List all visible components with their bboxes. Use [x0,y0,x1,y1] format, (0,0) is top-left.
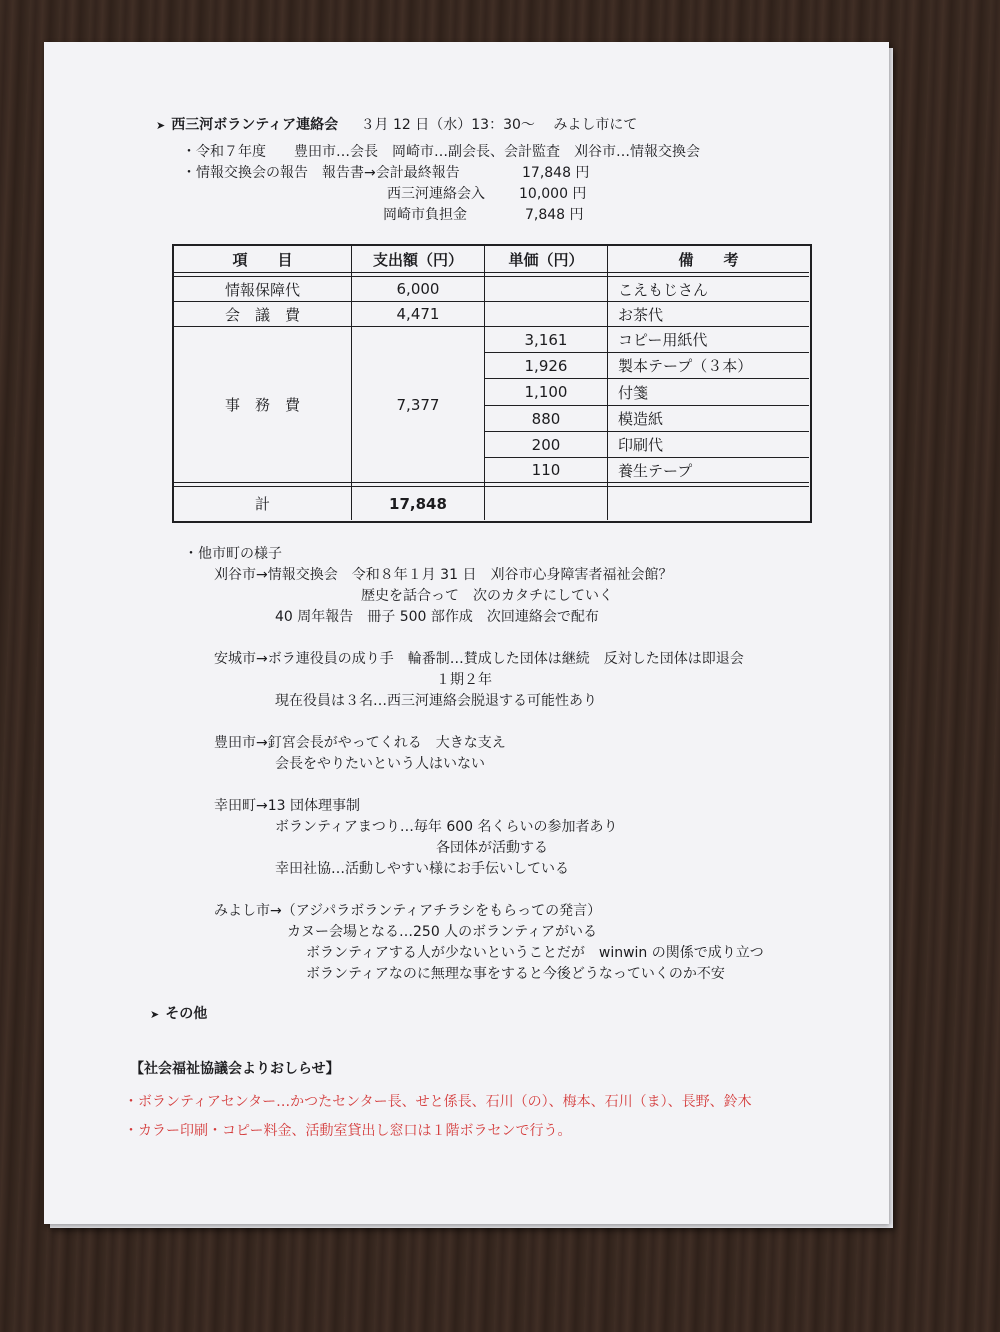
others-line: 各団体が活動する [436,840,548,856]
header-item: 項 目 [232,250,293,269]
row-amount: 6,000 [396,280,440,298]
others-line: ボランティアする人が少ないということだが winwin の関係で成り立つ [306,945,764,961]
unit-price: 1,100 [524,383,568,401]
others-line: 40 周年報告 冊子 500 部作成 次回連絡会で配布 [275,609,599,625]
row-note: お茶代 [618,305,664,324]
others-line: みよし市→（アジパラボランティアチラシをもらっての発言） [214,903,602,919]
others-line: 現在役員は３名…西三河連絡会脱退する可能性あり [275,693,597,709]
row-amount: 4,471 [396,305,440,323]
others-line: ボランティアまつり…毎年 600 名くらいの参加者あり [275,819,618,835]
others-heading: ・他市町の様子 [184,546,282,562]
unit-note: 製本テープ（３本） [618,357,753,375]
others-line: ボランティアなのに無理な事をすると今後どうなっていくのか不安 [306,966,725,982]
meeting-datetime: ３月 12 日（水）13：30～ [360,117,535,133]
meeting-line: ・令和７年度 豊田市…会長 岡崎市…副会長、会計監査 刈谷市…情報交換会 [182,144,700,160]
others-line: 刈谷市→情報交換会 令和８年１月 31 日 刈谷市心身障害者福祉会館？ [214,567,673,583]
amount-value: 7,848 円 [525,207,584,223]
amount-value: 10,000 円 [519,186,587,202]
others-line: 会長をやりたいという人はいない [275,756,485,772]
meeting-line: 岡崎市負担金 [383,207,467,223]
amount-value: 17,848 円 [522,165,590,181]
row-amount: 7,377 [396,395,440,414]
unit-price: 3,161 [524,330,568,349]
unit-note: 模造紙 [618,410,664,428]
unit-price: 110 [531,461,561,479]
meeting-place: みよし市にて [553,117,638,133]
arrowhead-bullet-icon: ➤ [150,1008,160,1021]
meeting-line: 西三河連絡会入 [387,186,485,202]
unit-note: コピー用紙代 [618,331,708,349]
header-amount: 支出額（円） [372,250,463,269]
document-page [44,42,889,1224]
meeting-header [156,116,637,135]
meeting-title: 西三河ボランティア連絡会 [171,117,339,133]
header-unit-price: 単価（円） [508,250,584,269]
total-amount: 17,848 [389,494,447,513]
others-line: 豊田市→釘宮会長がやってくれる 大きな支え [214,735,506,751]
others-line: 歴史を話合って 次のカタチにしていく [361,588,613,604]
meeting-line: ・情報交換会の報告 報告書→会計最終報告 [182,165,460,181]
arrowhead-bullet-icon: ➤ [156,119,166,132]
expense-table [172,244,812,523]
others-line: １期２年 [436,672,492,688]
row-item: 情報保障代 [224,280,300,299]
unit-note: 付箋 [618,383,649,402]
unit-price: 1,926 [524,356,568,375]
notice-line: ・ボランティアセンター…かつたセンター長、せと係長、石川（の）、梅本、石川（ま）、長野、鈴木 [124,1094,752,1110]
notice-heading: 【社会福祉協議会よりおしらせ】 [130,1061,340,1077]
unit-price: 880 [531,409,561,428]
header-remarks: 備 考 [678,250,739,269]
unit-price: 200 [531,435,561,454]
row-note: こえもじさん [618,280,709,299]
unit-note: 印刷代 [618,436,664,454]
notice-line: ・カラー印刷・コピー料金、活動室貸出し窓口は１階ボラセンで行う。 [124,1123,572,1139]
others-line: 安城市→ボラ連役員の成り手 輪番制…賛成した団体は継続 反対した団体は即退会 [214,651,744,667]
sonota-heading: ➤ その他 [150,1006,208,1022]
unit-note: 養生テープ [618,461,693,480]
row-item: 会 議 費 [224,305,300,324]
others-line: 幸田社協…活動しやすい様にお手伝いしている [275,861,569,877]
row-item: 事 務 費 [224,396,300,414]
others-line: カヌー会場となる…250 人のボランティアがいる [287,924,598,940]
others-line: 幸田町→13 団体理事制 [214,798,360,814]
total-label: 計 [254,495,270,513]
